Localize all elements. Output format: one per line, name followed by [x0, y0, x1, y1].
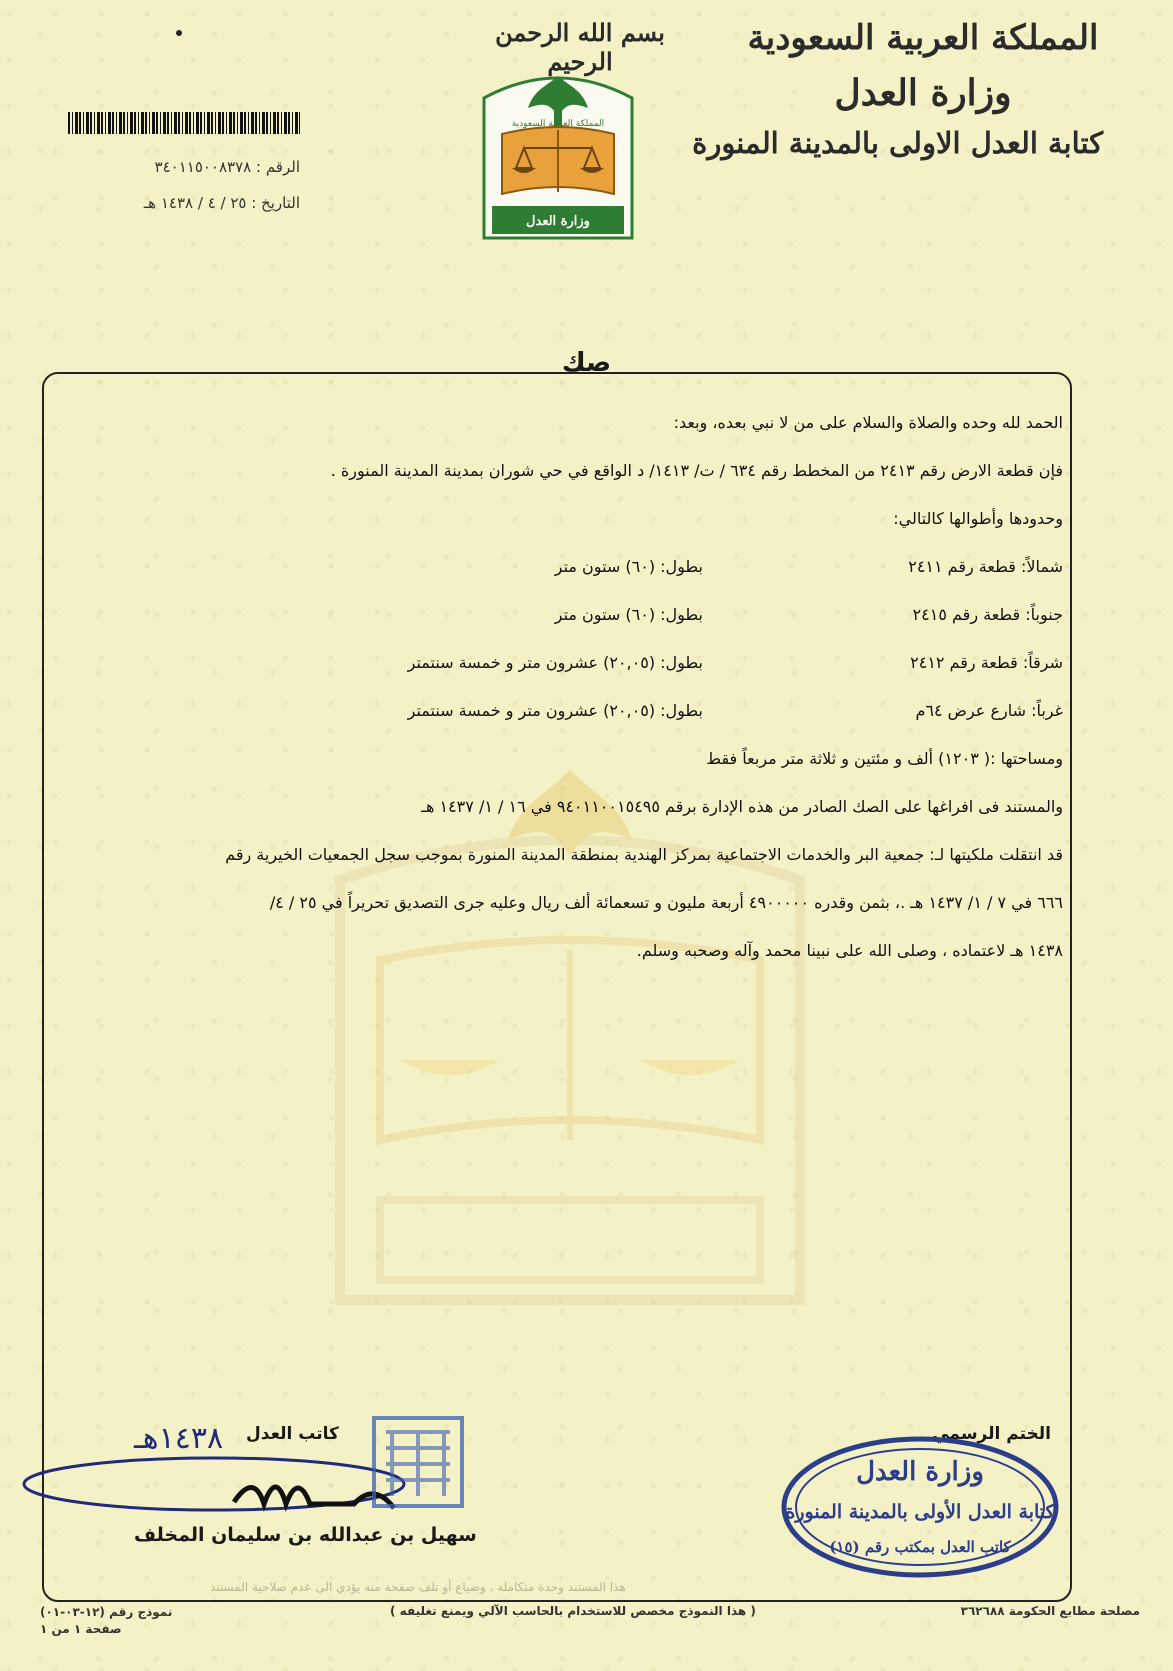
bound-row-north	[83, 552, 1063, 600]
deed-body	[83, 408, 1063, 984]
bound-row-south	[83, 600, 1063, 648]
bound-label: شمالاً: قطعة رقم ٢٤١١	[908, 557, 1063, 576]
official-seal-label: الختم الرسمي	[932, 1424, 1051, 1444]
kingdom-name: المملكة العربية السعودية	[747, 18, 1099, 58]
ministry-emblem-icon	[474, 68, 642, 248]
header-left	[68, 112, 308, 212]
bound-label: غرباً: شارع عرض ٦٤م	[915, 701, 1063, 720]
emblem-top-text: المملكة العربية السعودية	[511, 119, 605, 129]
bound-length: بطول: (٦٠) ستون متر	[554, 557, 703, 576]
header-right	[692, 18, 1103, 160]
document-date: التاريخ : ٢٥ / ٤ / ١٤٣٨ هـ	[143, 194, 300, 212]
bound-row-west	[83, 696, 1063, 744]
bound-length: بطول: (٢٠,٠٥) عشرون متر و خمسة سنتمتر	[407, 653, 703, 672]
seal-ministry: وزارة العدل	[856, 1457, 984, 1487]
area-line: ومساحتها :( ١٢٠٣) ألف و مئتين و ثلاثة متر مربعاً فقط	[706, 749, 1063, 768]
bound-label: جنوباً: قطعة رقم ٢٤١٥	[912, 605, 1063, 624]
seal-office: كتابة العدل الأولى بالمدينة المنورة	[785, 1501, 1055, 1523]
office-name: كتابة العدل الاولى بالمدينة المنورة	[692, 126, 1103, 160]
notary-name: سهيل بن عبدالله بن سليمان المخلف	[134, 1524, 477, 1546]
basmala: بسم الله الرحمن الرحيم	[495, 18, 665, 76]
notary-square-seal-icon	[368, 1412, 468, 1512]
transfer-line-3: ١٤٣٨ هـ لاعتماده ، وصلى الله على نبينا محمد وآله وصحبه وسلم.	[636, 941, 1063, 960]
ministry-name: وزارة العدل	[834, 72, 1012, 114]
handwritten-date: ١٤٣٨هـ	[134, 1421, 224, 1456]
document-number: الرقم : ٣٤٠١١٥٠٠٨٣٧٨	[154, 158, 300, 176]
notary-label: كاتب العدل	[246, 1424, 339, 1444]
form-info	[40, 1604, 172, 1638]
form-number: نموذج رقم (١٢-٠٣-٠١)	[40, 1605, 173, 1619]
bound-length: بطول: (٢٠,٠٥) عشرون متر و خمسة سنتمتر	[407, 701, 703, 720]
bounds-intro: وحدودها وأطوالها كالتالي:	[893, 509, 1063, 528]
emblem-bottom-text: وزارة العدل	[526, 214, 590, 229]
usage-notice: ( هذا النموذج مخصص للاستخدام بالحاسب الآلي ويمنع تغليفه )	[390, 1604, 756, 1618]
mark-dot	[176, 30, 182, 36]
reference-line: والمستند فى افراغها على الصك الصادر من هذه الإدارة برقم ٩٤٠١١٠٠١٥٤٩٥ في ١٦ / ١/ ١٤٣٧ هـ	[421, 797, 1063, 816]
footer-warning: هذا المستند وحدة متكاملة ، وضياع أو تلف صفحة منه يؤدي الى عدم صلاحية المستند	[210, 1580, 626, 1594]
print-code: مصلحة مطابع الحكومة ٣٦٢٦٨٨	[960, 1604, 1140, 1618]
seal-notary-office: كاتب العدل بمكتب رقم (١٥)	[829, 1538, 1011, 1556]
bound-label: شرقاً: قطعة رقم ٢٤١٢	[910, 653, 1063, 672]
bound-length: بطول: (٦٠) ستون متر	[554, 605, 703, 624]
page-title: صك	[561, 348, 612, 378]
transfer-line-2: ٦٦٦ في ٧ / ١/ ١٤٣٧ هـ .، بثمن وقدره ٤٩٠٠٠٠٠ أربعة مليون و تسعمائة ألف ريال وعليه جرى التصديق تحريراً في ٢٥ / ٤/	[269, 893, 1063, 912]
footer	[40, 1604, 1140, 1648]
parcel-line: فإن قطعة الارض رقم ٢٤١٣ من المخطط رقم ٦٣٤ / ت/ ١٤١٣/ د الواقع في حي شوران بمدينة المدينة المنورة .	[330, 461, 1063, 480]
official-seal-stamp-icon	[778, 1432, 1062, 1582]
page-info: صفحة ١ من ١	[40, 1622, 122, 1636]
barcode-icon	[68, 112, 300, 134]
opening-line: الحمد لله وحده والصلاة والسلام على من لا نبي بعده، وبعد:	[673, 413, 1063, 432]
transfer-line-1: قد انتقلت ملكيتها لـ: جمعية البر والخدمات الاجتماعية بمركز الهندية بمنطقة المدينة المنورة بموجب سجل الجمعيات الخيرية رقم	[225, 845, 1063, 864]
bound-row-east	[83, 648, 1063, 696]
